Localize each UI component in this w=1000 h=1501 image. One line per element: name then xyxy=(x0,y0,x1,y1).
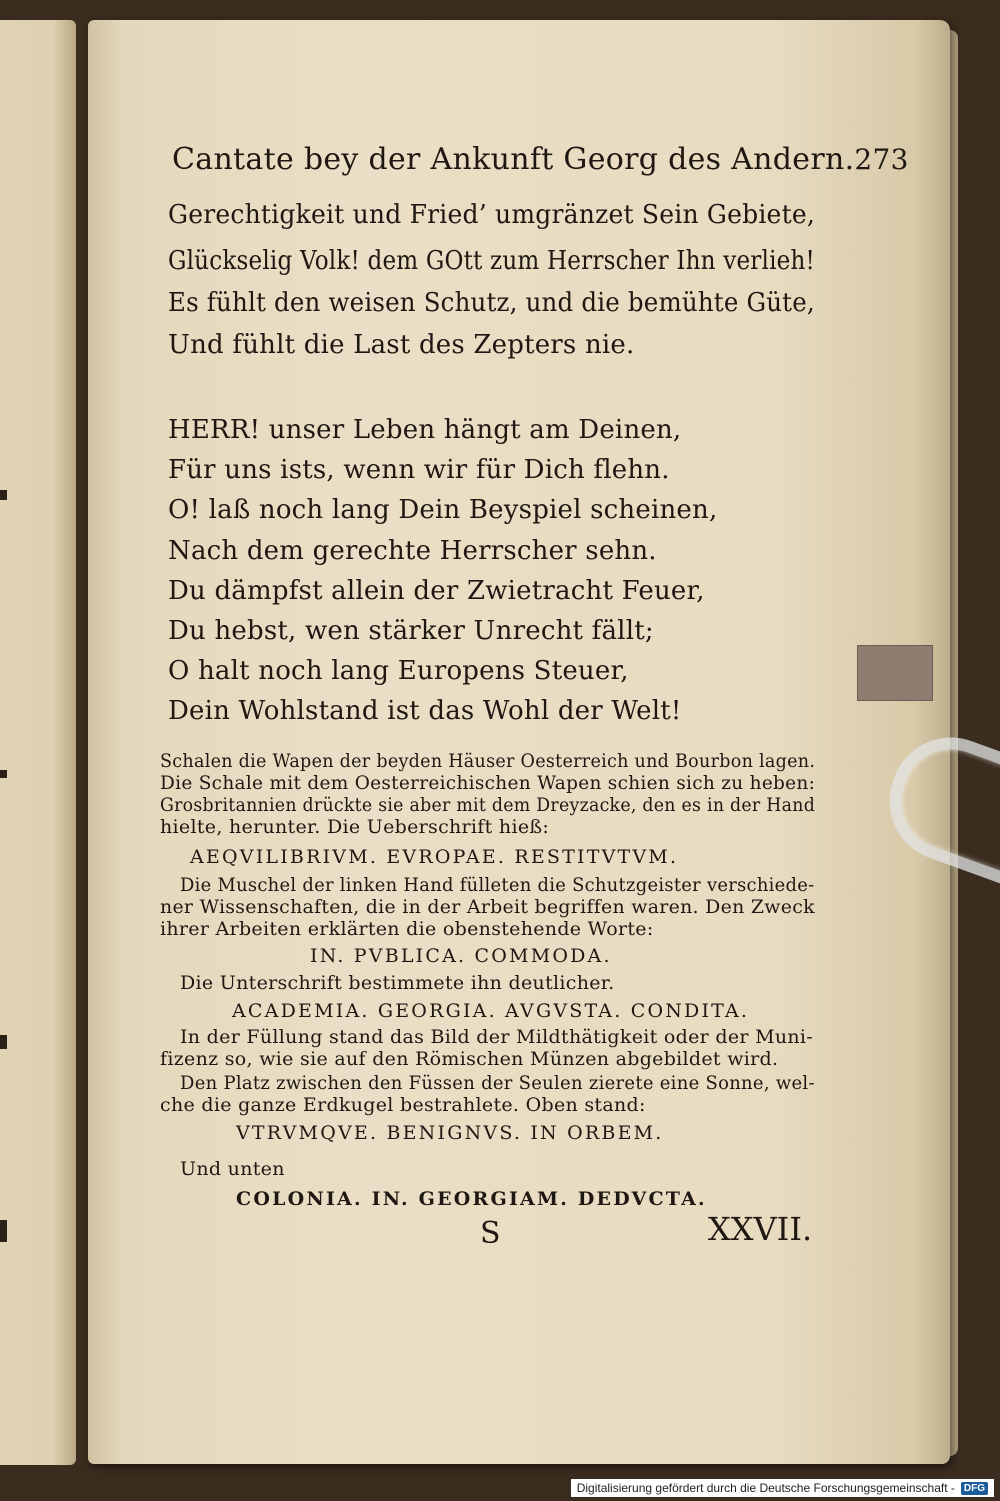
body-line: Und unten xyxy=(180,1158,285,1180)
page-number: 273 xyxy=(854,143,909,176)
book-page xyxy=(88,20,950,1464)
latin-inscription: ACADEMIA. GEORGIA. AVGVSTA. CONDITA. xyxy=(232,1000,750,1022)
body-line: Grosbritannien drückte sie aber mit dem Dreyzacke, den es in der Hand xyxy=(160,794,816,816)
verse-line: Gerechtigkeit und Fried’ umgränzet Sein Gebiete, xyxy=(168,200,815,230)
verse-line: Du dämpfst allein der Zwietracht Feuer, xyxy=(168,576,705,606)
facing-page-text-fragment xyxy=(0,1220,7,1242)
running-title: Cantate bey der Ankunft Georg des Andern. xyxy=(172,142,855,177)
signature-mark: S xyxy=(480,1216,501,1251)
body-line: ner Wissenschaften, die in der Arbeit begriffen waren. Den Zweck xyxy=(160,896,815,918)
body-line: fizenz so, wie sie auf den Römischen Münzen abgebildet wird. xyxy=(160,1048,779,1070)
credit-text: Digitalisierung gefördert durch die Deutsche Forschungsgemeinschaft - xyxy=(576,1481,955,1495)
body-line: Die Schale mit dem Oesterreichischen Wapen schien sich zu heben: xyxy=(160,772,816,794)
body-line: In der Füllung stand das Bild der Mildthätigkeit oder der Muni- xyxy=(180,1026,814,1048)
running-header xyxy=(172,142,909,177)
verse-line: Du hebst, wen stärker Unrecht fällt; xyxy=(168,616,654,646)
latin-inscription: COLONIA. IN. GEORGIAM. DEDVCTA. xyxy=(236,1188,707,1210)
facing-page-text-fragment xyxy=(0,770,7,778)
body-line: Schalen die Wapen der beyden Häuser Oesterreich und Bourbon lagen. xyxy=(160,750,816,772)
body-line: Den Platz zwischen den Füssen der Seulen zierete eine Sonne, wel- xyxy=(180,1072,815,1094)
verse-line: O! laß noch lang Dein Beyspiel scheinen, xyxy=(168,495,718,525)
latin-inscription: VTRVMQVE. BENIGNVS. IN ORBEM. xyxy=(236,1122,664,1144)
digitization-credit xyxy=(571,1479,994,1497)
body-line: Die Unterschrift bestimmete ihn deutlicher. xyxy=(180,972,615,994)
verse-line: Nach dem gerechte Herrscher sehn. xyxy=(168,536,657,566)
body-line: ihrer Arbeiten erklärten die obenstehende Worte: xyxy=(160,918,654,940)
verse-line: Für uns ists, wenn wir für Dich flehn. xyxy=(168,455,670,485)
dfg-logo-icon: DFG xyxy=(961,1482,988,1495)
verse-line: HERR! unser Leben hängt am Deinen, xyxy=(168,415,682,445)
body-line: hielte, herunter. Die Ueberschrift hieß: xyxy=(160,816,550,838)
facing-page-text-fragment xyxy=(0,1035,7,1049)
verse-line: Dein Wohlstand ist das Wohl der Welt! xyxy=(168,696,682,726)
facing-page-text-fragment xyxy=(0,490,7,500)
latin-inscription: AEQVILIBRIVM. EVROPAE. RESTITVTVM. xyxy=(190,846,679,868)
catchword: XXVII. xyxy=(708,1210,813,1248)
verse-line: Es fühlt den weisen Schutz, und die bemühte Güte, xyxy=(168,288,815,318)
body-line: Die Muschel der linken Hand fülleten die Schutzgeister verschiede- xyxy=(180,874,815,896)
facing-page-edge xyxy=(0,20,76,1465)
verse-line: O halt noch lang Europens Steuer, xyxy=(168,656,629,686)
body-line: che die ganze Erdkugel bestrahlete. Oben stand: xyxy=(160,1094,646,1116)
verse-line: Glückselig Volk! dem GOtt zum Herrscher Ihn verlieh! xyxy=(168,246,815,276)
verse-line: Und fühlt die Last des Zepters nie. xyxy=(168,330,635,360)
latin-inscription: IN. PVBLICA. COMMODA. xyxy=(310,945,612,967)
page-marker-tab xyxy=(857,645,933,701)
